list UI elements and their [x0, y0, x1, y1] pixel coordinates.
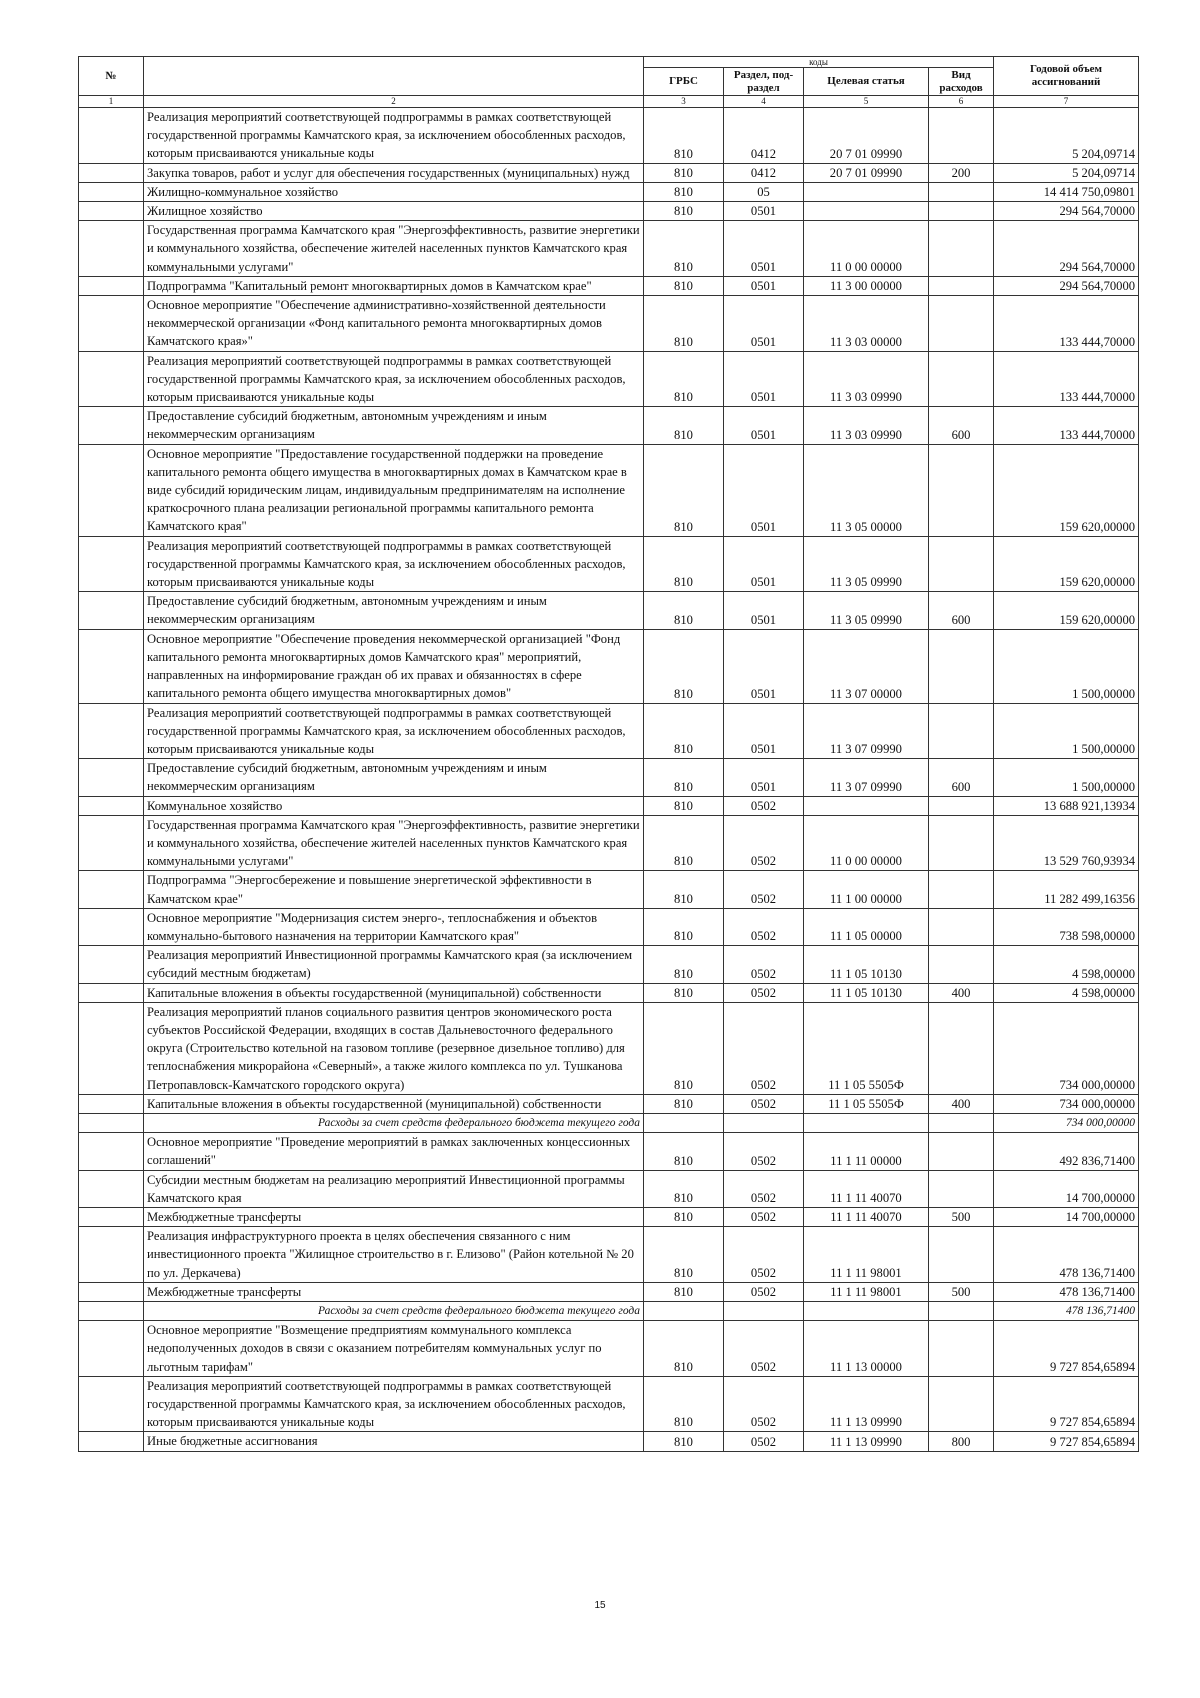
row-grbs-cell	[644, 1113, 724, 1132]
row-target-article-cell: 11 3 05 09990	[804, 536, 929, 592]
row-expense-kind-cell: 500	[929, 1282, 994, 1301]
table-header	[79, 57, 1139, 108]
row-number-cell	[79, 1207, 144, 1226]
row-expense-kind-cell	[929, 1002, 994, 1094]
row-number-cell	[79, 1170, 144, 1207]
row-amount-cell: 133 444,70000	[994, 407, 1139, 444]
header-expense-kind: Вид расходов	[929, 68, 994, 96]
row-expense-kind-cell	[929, 1376, 994, 1432]
row-expense-kind-cell	[929, 1133, 994, 1170]
row-amount-cell: 478 136,71400	[994, 1227, 1139, 1283]
row-amount-cell: 14 414 750,09801	[994, 182, 1139, 201]
row-number-cell	[79, 871, 144, 908]
row-expense-kind-cell	[929, 815, 994, 871]
row-expense-kind-cell	[929, 1227, 994, 1283]
row-name-cell: Предоставление субсидий бюджетным, автономным учреждениям и иным некоммерческим организациям	[144, 592, 644, 629]
row-amount-cell: 734 000,00000	[994, 1113, 1139, 1132]
row-expense-kind-cell	[929, 1170, 994, 1207]
row-number-cell	[79, 108, 144, 164]
row-target-article-cell: 11 3 05 09990	[804, 592, 929, 629]
row-name-cell: Жилищно-коммунальное хозяйство	[144, 182, 644, 201]
row-amount-cell: 1 500,00000	[994, 703, 1139, 759]
row-number-cell	[79, 296, 144, 352]
row-amount-cell: 9 727 854,65894	[994, 1376, 1139, 1432]
row-section-cell: 0412	[724, 163, 804, 182]
row-section-cell: 0501	[724, 703, 804, 759]
table-row	[79, 1133, 1139, 1170]
row-name-cell: Предоставление субсидий бюджетным, автономным учреждениям и иным некоммерческим организациям	[144, 759, 644, 796]
row-amount-cell: 734 000,00000	[994, 1094, 1139, 1113]
row-expense-kind-cell: 600	[929, 592, 994, 629]
row-grbs-cell: 810	[644, 796, 724, 815]
row-number-cell	[79, 163, 144, 182]
row-amount-cell: 294 564,70000	[994, 202, 1139, 221]
row-expense-kind-cell: 400	[929, 983, 994, 1002]
header-codes: коды	[644, 57, 994, 68]
row-target-article-cell	[804, 182, 929, 201]
table-row	[79, 108, 1139, 164]
row-section-cell: 0502	[724, 1321, 804, 1377]
row-number-cell	[79, 1376, 144, 1432]
row-grbs-cell: 810	[644, 946, 724, 983]
row-section-cell: 0501	[724, 202, 804, 221]
row-section-cell: 0501	[724, 407, 804, 444]
row-name-cell: Расходы за счет средств федерального бюджета текущего года	[144, 1302, 644, 1321]
row-target-article-cell: 11 1 13 09990	[804, 1432, 929, 1451]
row-amount-cell: 13 688 921,13934	[994, 796, 1139, 815]
row-target-article-cell: 11 1 00 00000	[804, 871, 929, 908]
row-target-article-cell: 11 3 05 00000	[804, 444, 929, 536]
row-name-cell: Подпрограмма "Капитальный ремонт многоквартирных домов в Камчатском крае"	[144, 276, 644, 295]
row-grbs-cell: 810	[644, 536, 724, 592]
row-section-cell: 0501	[724, 351, 804, 407]
row-expense-kind-cell	[929, 946, 994, 983]
row-section-cell: 0502	[724, 983, 804, 1002]
row-amount-cell: 492 836,71400	[994, 1133, 1139, 1170]
table-row	[79, 296, 1139, 352]
table-row	[79, 1302, 1139, 1321]
row-grbs-cell: 810	[644, 163, 724, 182]
row-section-cell: 0412	[724, 108, 804, 164]
row-number-cell	[79, 407, 144, 444]
row-name-cell: Капитальные вложения в объекты государственной (муниципальной) собственности	[144, 1094, 644, 1113]
row-amount-cell: 4 598,00000	[994, 946, 1139, 983]
row-grbs-cell: 810	[644, 1170, 724, 1207]
row-section-cell: 0501	[724, 536, 804, 592]
table-row	[79, 815, 1139, 871]
row-section-cell: 0502	[724, 1170, 804, 1207]
row-name-cell: Государственная программа Камчатского края "Энергоэффективность, развитие энергетики и коммунального хозяйства, обеспечение жителей населенных пунктов Камчатского края коммунальными услугами"	[144, 815, 644, 871]
row-amount-cell: 478 136,71400	[994, 1282, 1139, 1301]
row-expense-kind-cell	[929, 182, 994, 201]
table-row	[79, 202, 1139, 221]
table-row	[79, 1376, 1139, 1432]
table-row	[79, 703, 1139, 759]
row-name-cell: Реализация инфраструктурного проекта в целях обеспечения связанного с ним инвестиционного проекта "Жилищное строительство в г. Елизово" (Район котельной № 20 по ул. Деркачева)	[144, 1227, 644, 1283]
row-section-cell: 0501	[724, 296, 804, 352]
row-expense-kind-cell: 200	[929, 163, 994, 182]
row-grbs-cell: 810	[644, 871, 724, 908]
row-name-cell: Реализация мероприятий Инвестиционной программы Камчатского края (за исключением субсидий местным бюджетам)	[144, 946, 644, 983]
row-number-cell	[79, 202, 144, 221]
row-target-article-cell: 11 1 11 40070	[804, 1170, 929, 1207]
row-amount-cell: 14 700,00000	[994, 1207, 1139, 1226]
table-row	[79, 1321, 1139, 1377]
row-expense-kind-cell: 600	[929, 759, 994, 796]
table-row	[79, 163, 1139, 182]
table-row	[79, 946, 1139, 983]
row-name-cell: Закупка товаров, работ и услуг для обеспечения государственных (муниципальных) нужд	[144, 163, 644, 182]
row-grbs-cell: 810	[644, 592, 724, 629]
row-name-cell: Подпрограмма "Энергосбережение и повышение энергетической эффективности в Камчатском крае"	[144, 871, 644, 908]
row-target-article-cell: 11 1 05 5505Ф	[804, 1094, 929, 1113]
row-section-cell: 0502	[724, 1227, 804, 1283]
row-number-cell	[79, 592, 144, 629]
table-row	[79, 351, 1139, 407]
row-number-cell	[79, 703, 144, 759]
table-row	[79, 1282, 1139, 1301]
row-amount-cell: 4 598,00000	[994, 983, 1139, 1002]
row-number-cell	[79, 276, 144, 295]
table-row	[79, 1227, 1139, 1283]
row-name-cell: Реализация мероприятий планов социального развития центров экономического роста субъектов Российской Федерации, входящих в состав Дальневосточного федерального округа (Строительство котельной на газовом топливе (резервное дизельное топливо) для теплоснабжения микрорайона «Северный», а также жилого комплекса по ул. Тушканова Петропавловск-Камчатского городского округа)	[144, 1002, 644, 1094]
row-target-article-cell: 11 3 07 00000	[804, 629, 929, 703]
header-number: №	[79, 57, 144, 96]
row-number-cell	[79, 1432, 144, 1451]
row-name-cell: Иные бюджетные ассигнования	[144, 1432, 644, 1451]
row-target-article-cell: 20 7 01 09990	[804, 108, 929, 164]
row-name-cell: Основное мероприятие "Модернизация систем энерго-, теплоснабжения и объектов коммунально-бытового назначения на территории Камчатского края"	[144, 908, 644, 945]
row-name-cell: Реализация мероприятий соответствующей подпрограммы в рамках соответствующей государственной программы Камчатского края, за исключением обособленных расходов, которым присваиваются уникальные коды	[144, 703, 644, 759]
table-row	[79, 182, 1139, 201]
row-number-cell	[79, 182, 144, 201]
row-section-cell: 0501	[724, 444, 804, 536]
col-number-2: 2	[144, 96, 644, 108]
row-amount-cell: 14 700,00000	[994, 1170, 1139, 1207]
row-name-cell: Основное мероприятие "Возмещение предприятиям коммунального комплекса недополученных доходов в связи с оказанием потребителям коммунальных услуг по льготным тарифам"	[144, 1321, 644, 1377]
row-name-cell: Основное мероприятие "Обеспечение административно-хозяйственной деятельности некоммерческой организации «Фонд капитального ремонта многоквартирных домов Камчатского края»"	[144, 296, 644, 352]
row-expense-kind-cell	[929, 1321, 994, 1377]
row-expense-kind-cell: 600	[929, 407, 994, 444]
row-target-article-cell: 11 1 11 98001	[804, 1282, 929, 1301]
row-grbs-cell: 810	[644, 296, 724, 352]
table-row	[79, 1207, 1139, 1226]
row-expense-kind-cell	[929, 444, 994, 536]
row-target-article-cell: 11 3 03 09990	[804, 407, 929, 444]
row-expense-kind-cell	[929, 276, 994, 295]
row-amount-cell: 133 444,70000	[994, 351, 1139, 407]
row-number-cell	[79, 796, 144, 815]
row-expense-kind-cell	[929, 536, 994, 592]
row-amount-cell: 478 136,71400	[994, 1302, 1139, 1321]
col-number-7: 7	[994, 96, 1139, 108]
row-number-cell	[79, 1113, 144, 1132]
row-amount-cell: 159 620,00000	[994, 536, 1139, 592]
row-target-article-cell	[804, 1113, 929, 1132]
row-number-cell	[79, 946, 144, 983]
row-section-cell: 0502	[724, 871, 804, 908]
table-body	[79, 108, 1139, 1452]
row-section-cell: 0502	[724, 1002, 804, 1094]
row-amount-cell: 738 598,00000	[994, 908, 1139, 945]
row-grbs-cell: 810	[644, 1133, 724, 1170]
row-target-article-cell: 11 3 03 00000	[804, 296, 929, 352]
row-name-cell: Реализация мероприятий соответствующей подпрограммы в рамках соответствующей государственной программы Камчатского края, за исключением обособленных расходов, которым присваиваются уникальные коды	[144, 351, 644, 407]
row-name-cell: Межбюджетные трансферты	[144, 1207, 644, 1226]
row-expense-kind-cell	[929, 202, 994, 221]
row-grbs-cell: 810	[644, 407, 724, 444]
row-number-cell	[79, 444, 144, 536]
row-amount-cell: 734 000,00000	[994, 1002, 1139, 1094]
row-expense-kind-cell	[929, 871, 994, 908]
row-number-cell	[79, 1002, 144, 1094]
table-row	[79, 221, 1139, 277]
row-number-cell	[79, 983, 144, 1002]
row-section-cell	[724, 1302, 804, 1321]
row-target-article-cell	[804, 1302, 929, 1321]
row-number-cell	[79, 1321, 144, 1377]
row-grbs-cell: 810	[644, 444, 724, 536]
row-target-article-cell: 11 1 05 00000	[804, 908, 929, 945]
row-section-cell: 0502	[724, 946, 804, 983]
row-name-cell: Расходы за счет средств федерального бюджета текущего года	[144, 1113, 644, 1132]
table-row	[79, 276, 1139, 295]
table-row	[79, 1094, 1139, 1113]
row-section-cell	[724, 1113, 804, 1132]
row-expense-kind-cell: 800	[929, 1432, 994, 1451]
row-grbs-cell: 810	[644, 983, 724, 1002]
row-name-cell: Коммунальное хозяйство	[144, 796, 644, 815]
row-name-cell: Основное мероприятие "Обеспечение проведения некоммерческой организацией "Фонд капитального ремонта многоквартирных домов Камчатского края" мероприятий, направленных на информирование граждан об их правах и обязанностях в сфере капитального ремонта общего имущества многоквартирных домов"	[144, 629, 644, 703]
row-target-article-cell: 11 0 00 00000	[804, 221, 929, 277]
row-section-cell: 0502	[724, 1133, 804, 1170]
row-expense-kind-cell: 500	[929, 1207, 994, 1226]
row-section-cell: 0502	[724, 1376, 804, 1432]
row-amount-cell: 159 620,00000	[994, 444, 1139, 536]
row-amount-cell: 9 727 854,65894	[994, 1321, 1139, 1377]
row-target-article-cell: 11 1 13 00000	[804, 1321, 929, 1377]
row-expense-kind-cell	[929, 703, 994, 759]
row-number-cell	[79, 221, 144, 277]
row-number-cell	[79, 629, 144, 703]
row-amount-cell: 1 500,00000	[994, 759, 1139, 796]
row-section-cell: 0502	[724, 908, 804, 945]
header-name-blank	[144, 57, 644, 96]
row-section-cell: 0501	[724, 759, 804, 796]
table-row	[79, 908, 1139, 945]
row-grbs-cell: 810	[644, 182, 724, 201]
row-section-cell: 0502	[724, 815, 804, 871]
row-name-cell: Государственная программа Камчатского края "Энергоэффективность, развитие энергетики и коммунального хозяйства, обеспечение жителей населенных пунктов Камчатского края коммунальными услугами"	[144, 221, 644, 277]
col-number-3: 3	[644, 96, 724, 108]
row-section-cell: 05	[724, 182, 804, 201]
row-section-cell: 0502	[724, 1094, 804, 1113]
table-row	[79, 983, 1139, 1002]
row-section-cell: 0502	[724, 1282, 804, 1301]
row-grbs-cell: 810	[644, 1376, 724, 1432]
row-target-article-cell: 11 3 07 09990	[804, 703, 929, 759]
row-grbs-cell: 810	[644, 908, 724, 945]
row-grbs-cell: 810	[644, 202, 724, 221]
row-name-cell: Предоставление субсидий бюджетным, автономным учреждениям и иным некоммерческим организациям	[144, 407, 644, 444]
row-grbs-cell: 810	[644, 1282, 724, 1301]
row-expense-kind-cell	[929, 296, 994, 352]
row-target-article-cell: 11 1 11 98001	[804, 1227, 929, 1283]
row-number-cell	[79, 1282, 144, 1301]
row-grbs-cell: 810	[644, 1094, 724, 1113]
row-number-cell	[79, 815, 144, 871]
row-expense-kind-cell	[929, 1113, 994, 1132]
row-amount-cell: 159 620,00000	[994, 592, 1139, 629]
row-target-article-cell: 11 3 07 09990	[804, 759, 929, 796]
table-row	[79, 1170, 1139, 1207]
row-section-cell: 0502	[724, 1207, 804, 1226]
row-grbs-cell: 810	[644, 1432, 724, 1451]
row-amount-cell: 13 529 760,93934	[994, 815, 1139, 871]
row-section-cell: 0501	[724, 629, 804, 703]
page-number: 15	[594, 1600, 606, 1611]
row-section-cell: 0501	[724, 221, 804, 277]
col-number-6: 6	[929, 96, 994, 108]
table-row	[79, 444, 1139, 536]
row-expense-kind-cell	[929, 1302, 994, 1321]
row-target-article-cell: 11 1 05 10130	[804, 946, 929, 983]
row-number-cell	[79, 1227, 144, 1283]
row-number-cell	[79, 759, 144, 796]
table-row	[79, 759, 1139, 796]
row-expense-kind-cell	[929, 108, 994, 164]
row-amount-cell: 294 564,70000	[994, 276, 1139, 295]
row-grbs-cell: 810	[644, 1227, 724, 1283]
header-section: Раздел, под-раздел	[724, 68, 804, 96]
table-row	[79, 629, 1139, 703]
table-row	[79, 796, 1139, 815]
row-expense-kind-cell	[929, 796, 994, 815]
row-grbs-cell: 810	[644, 703, 724, 759]
row-target-article-cell: 11 1 11 40070	[804, 1207, 929, 1226]
row-target-article-cell: 11 1 13 09990	[804, 1376, 929, 1432]
row-amount-cell: 133 444,70000	[994, 296, 1139, 352]
row-expense-kind-cell	[929, 629, 994, 703]
row-number-cell	[79, 536, 144, 592]
table-row	[79, 592, 1139, 629]
row-expense-kind-cell	[929, 908, 994, 945]
row-amount-cell: 11 282 499,16356	[994, 871, 1139, 908]
row-grbs-cell: 810	[644, 629, 724, 703]
header-target-article: Целевая статья	[804, 68, 929, 96]
table-row	[79, 1002, 1139, 1094]
row-name-cell: Реализация мероприятий соответствующей подпрограммы в рамках соответствующей государственной программы Камчатского края, за исключением обособленных расходов, которым присваиваются уникальные коды	[144, 536, 644, 592]
row-target-article-cell: 20 7 01 09990	[804, 163, 929, 182]
table-row	[79, 1113, 1139, 1132]
row-name-cell: Реализация мероприятий соответствующей подпрограммы в рамках соответствующей государственной программы Камчатского края, за исключением обособленных расходов, которым присваиваются уникальные коды	[144, 1376, 644, 1432]
row-expense-kind-cell: 400	[929, 1094, 994, 1113]
row-section-cell: 0502	[724, 796, 804, 815]
row-grbs-cell: 810	[644, 276, 724, 295]
row-number-cell	[79, 351, 144, 407]
row-name-cell: Жилищное хозяйство	[144, 202, 644, 221]
row-amount-cell: 294 564,70000	[994, 221, 1139, 277]
row-name-cell: Межбюджетные трансферты	[144, 1282, 644, 1301]
table-row	[79, 871, 1139, 908]
row-target-article-cell	[804, 796, 929, 815]
row-name-cell: Капитальные вложения в объекты государственной (муниципальной) собственности	[144, 983, 644, 1002]
row-amount-cell: 5 204,09714	[994, 108, 1139, 164]
row-name-cell: Субсидии местным бюджетам на реализацию мероприятий Инвестиционной программы Камчатского края	[144, 1170, 644, 1207]
row-grbs-cell: 810	[644, 108, 724, 164]
row-expense-kind-cell	[929, 351, 994, 407]
row-grbs-cell: 810	[644, 815, 724, 871]
row-amount-cell: 5 204,09714	[994, 163, 1139, 182]
col-number-5: 5	[804, 96, 929, 108]
row-section-cell: 0502	[724, 1432, 804, 1451]
row-grbs-cell: 810	[644, 1207, 724, 1226]
row-grbs-cell: 810	[644, 221, 724, 277]
row-number-cell	[79, 1302, 144, 1321]
row-grbs-cell: 810	[644, 759, 724, 796]
row-target-article-cell: 11 3 03 09990	[804, 351, 929, 407]
row-amount-cell: 1 500,00000	[994, 629, 1139, 703]
header-grbs: ГРБС	[644, 68, 724, 96]
row-target-article-cell: 11 1 05 5505Ф	[804, 1002, 929, 1094]
row-grbs-cell	[644, 1302, 724, 1321]
row-grbs-cell: 810	[644, 1321, 724, 1377]
table-row	[79, 1432, 1139, 1451]
budget-table-sheet	[78, 56, 1138, 1452]
row-grbs-cell: 810	[644, 1002, 724, 1094]
row-target-article-cell: 11 0 00 00000	[804, 815, 929, 871]
header-annual-volume: Годовой объем ассигнований	[994, 57, 1139, 96]
row-number-cell	[79, 908, 144, 945]
table-row	[79, 536, 1139, 592]
row-section-cell: 0501	[724, 592, 804, 629]
row-target-article-cell: 11 1 05 10130	[804, 983, 929, 1002]
row-section-cell: 0501	[724, 276, 804, 295]
table-row	[79, 407, 1139, 444]
row-target-article-cell: 11 3 00 00000	[804, 276, 929, 295]
row-target-article-cell	[804, 202, 929, 221]
row-expense-kind-cell	[929, 221, 994, 277]
row-name-cell: Основное мероприятие "Проведение мероприятий в рамках заключенных концессионных соглашений"	[144, 1133, 644, 1170]
row-name-cell: Реализация мероприятий соответствующей подпрограммы в рамках соответствующей государственной программы Камчатского края, за исключением обособленных расходов, которым присваиваются уникальные коды	[144, 108, 644, 164]
col-number-1: 1	[79, 96, 144, 108]
row-target-article-cell: 11 1 11 00000	[804, 1133, 929, 1170]
row-name-cell: Основное мероприятие "Предоставление государственной поддержки на проведение капитального ремонта общего имущества в многоквартирных домах в Камчатском крае в виде субсидий юридическим лицам, индивидуальным предпринимателям на исполнение краткосрочного плана реализации региональной программы капитального ремонта Камчатского края"	[144, 444, 644, 536]
budget-table	[78, 56, 1139, 1452]
row-number-cell	[79, 1133, 144, 1170]
row-number-cell	[79, 1094, 144, 1113]
row-amount-cell: 9 727 854,65894	[994, 1432, 1139, 1451]
col-number-4: 4	[724, 96, 804, 108]
row-grbs-cell: 810	[644, 351, 724, 407]
